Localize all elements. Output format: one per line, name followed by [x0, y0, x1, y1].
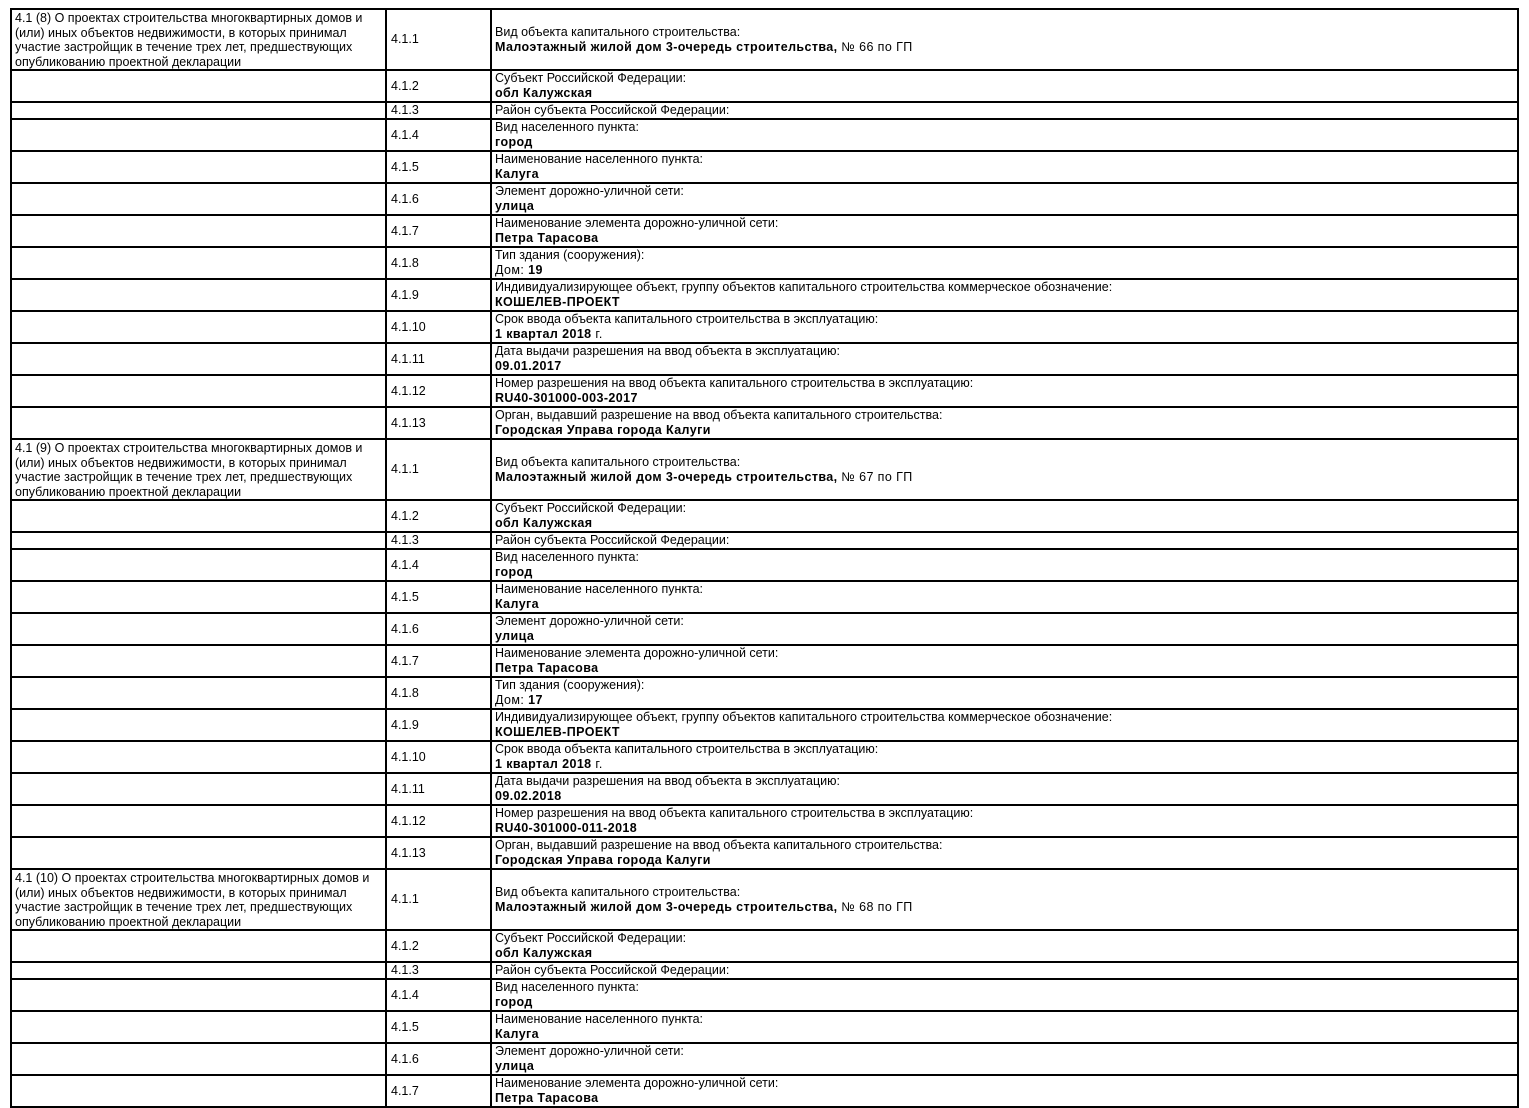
field-value	[495, 470, 913, 484]
field-label: Элемент дорожно-уличной сети:	[495, 184, 684, 198]
row-code: 4.1.4	[386, 549, 491, 581]
field-value	[495, 231, 598, 245]
table-row	[11, 119, 1518, 151]
field-value	[495, 900, 913, 914]
table-row	[11, 709, 1518, 741]
field-value	[495, 359, 562, 373]
field-cell	[491, 741, 1518, 773]
row-code: 4.1.9	[386, 279, 491, 311]
field-value-bold: улица	[495, 1059, 535, 1073]
empty-cell	[11, 581, 386, 613]
row-code: 4.1.8	[386, 677, 491, 709]
empty-cell	[11, 102, 386, 119]
field-value	[495, 1027, 539, 1041]
table-row	[11, 532, 1518, 549]
field-value-bold: Калуга	[495, 167, 540, 181]
field-value	[495, 725, 620, 739]
field-value-bold: КОШЕЛЕВ-ПРОЕКТ	[495, 295, 620, 309]
field-value-bold: Городская Управа города Калуги	[495, 853, 711, 867]
field-value-bold: 09.02.2018	[495, 789, 562, 803]
table-row	[11, 439, 1518, 500]
empty-cell	[11, 375, 386, 407]
table-row	[11, 215, 1518, 247]
row-code: 4.1.7	[386, 215, 491, 247]
table-row	[11, 645, 1518, 677]
row-code: 4.1.7	[386, 1075, 491, 1107]
empty-cell	[11, 709, 386, 741]
table-row	[11, 183, 1518, 215]
field-value	[495, 946, 592, 960]
row-code: 4.1.1	[386, 869, 491, 930]
table-row	[11, 407, 1518, 439]
field-label: Дата выдачи разрешения на ввод объекта в эксплуатацию:	[495, 774, 840, 788]
field-label: Номер разрешения на ввод объекта капитального строительства в эксплуатацию:	[495, 806, 974, 820]
row-code: 4.1.6	[386, 613, 491, 645]
field-value	[495, 757, 603, 771]
field-value-bold: Петра Тарасова	[495, 231, 599, 245]
declaration-table	[10, 8, 1519, 1108]
empty-cell	[11, 311, 386, 343]
field-value	[495, 295, 620, 309]
field-label: Дата выдачи разрешения на ввод объекта в эксплуатацию:	[495, 344, 840, 358]
section-description: 4.1 (10) О проектах строительства многоквартирных домов и (или) иных объектов недвижимости, в которых принимал участие застройщик в течение трех лет, предшествующих опубликованию проектной декларации	[11, 869, 386, 930]
empty-cell	[11, 773, 386, 805]
field-value-bold: город	[495, 135, 533, 149]
field-label: Наименование населенного пункта:	[495, 152, 704, 166]
empty-cell	[11, 183, 386, 215]
table-row	[11, 343, 1518, 375]
field-value	[495, 327, 603, 341]
table-row	[11, 581, 1518, 613]
row-code: 4.1.2	[386, 500, 491, 532]
field-label: Индивидуализирующее объект, группу объектов капитального строительства коммерческое обозначение:	[495, 280, 1113, 294]
row-code: 4.1.5	[386, 151, 491, 183]
row-code: 4.1.8	[386, 247, 491, 279]
field-value	[495, 853, 711, 867]
table-row	[11, 500, 1518, 532]
field-value-bold: обл Калужская	[495, 946, 593, 960]
field-label: Наименование элемента дорожно-уличной сети:	[495, 1076, 779, 1090]
field-cell	[491, 343, 1518, 375]
field-cell	[491, 709, 1518, 741]
field-label: Район субъекта Российской Федерации:	[495, 103, 730, 117]
field-value-bold: 09.01.2017	[495, 359, 562, 373]
field-cell	[491, 677, 1518, 709]
field-label: Тип здания (сооружения):	[495, 678, 645, 692]
field-label: Наименование элемента дорожно-уличной сети:	[495, 216, 779, 230]
field-value	[495, 789, 562, 803]
field-value	[495, 661, 598, 675]
empty-cell	[11, 343, 386, 375]
table-row	[11, 837, 1518, 869]
empty-cell	[11, 930, 386, 962]
field-cell	[491, 439, 1518, 500]
section-description: 4.1 (9) О проектах строительства многоквартирных домов и (или) иных объектов недвижимости, в которых принимал участие застройщик в течение трех лет, предшествующих опубликованию проектной декларации	[11, 439, 386, 500]
field-value-bold: Петра Тарасова	[495, 1091, 599, 1105]
table-row	[11, 279, 1518, 311]
field-value-regular: г.	[591, 757, 603, 771]
field-cell	[491, 183, 1518, 215]
empty-cell	[11, 500, 386, 532]
field-value-bold: КОШЕЛЕВ-ПРОЕКТ	[495, 725, 620, 739]
row-code: 4.1.13	[386, 407, 491, 439]
field-value-bold: город	[495, 565, 533, 579]
field-value-bold: город	[495, 995, 533, 1009]
table-row	[11, 311, 1518, 343]
table-row	[11, 979, 1518, 1011]
field-cell	[491, 930, 1518, 962]
field-label: Орган, выдавший разрешение на ввод объекта капитального строительства:	[495, 838, 943, 852]
row-code: 4.1.3	[386, 962, 491, 979]
field-label: Вид объекта капитального строительства:	[495, 884, 741, 899]
row-code: 4.1.11	[386, 773, 491, 805]
row-code: 4.1.2	[386, 70, 491, 102]
field-value	[495, 1091, 598, 1105]
empty-cell	[11, 1075, 386, 1107]
row-code: 4.1.3	[386, 102, 491, 119]
table-row	[11, 375, 1518, 407]
field-value-prefix: Дом:	[495, 263, 529, 277]
empty-cell	[11, 805, 386, 837]
field-label: Наименование населенного пункта:	[495, 1012, 704, 1026]
field-cell	[491, 869, 1518, 930]
field-cell	[491, 979, 1518, 1011]
empty-cell	[11, 532, 386, 549]
empty-cell	[11, 837, 386, 869]
field-value	[495, 423, 711, 437]
empty-cell	[11, 279, 386, 311]
row-code: 4.1.4	[386, 119, 491, 151]
field-value-regular: № 68 по ГП	[837, 899, 913, 914]
field-value	[495, 40, 913, 54]
table-row	[11, 741, 1518, 773]
empty-cell	[11, 613, 386, 645]
row-code: 4.1.11	[386, 343, 491, 375]
row-code: 4.1.13	[386, 837, 491, 869]
field-label: Наименование элемента дорожно-уличной сети:	[495, 646, 779, 660]
field-value	[495, 597, 539, 611]
field-value	[495, 565, 533, 579]
field-value-bold: Городская Управа города Калуги	[495, 423, 711, 437]
table-row	[11, 151, 1518, 183]
table-row	[11, 1043, 1518, 1075]
table-row	[11, 9, 1518, 70]
field-label: Тип здания (сооружения):	[495, 248, 645, 262]
field-cell	[491, 1043, 1518, 1075]
field-value	[495, 629, 534, 643]
field-label: Срок ввода объекта капитального строительства в эксплуатацию:	[495, 312, 879, 326]
field-value-regular: № 67 по ГП	[837, 469, 913, 484]
empty-cell	[11, 119, 386, 151]
field-cell	[491, 962, 1518, 979]
field-label: Элемент дорожно-уличной сети:	[495, 614, 684, 628]
field-label: Вид объекта капитального строительства:	[495, 24, 741, 39]
field-label: Субъект Российской Федерации:	[495, 931, 687, 945]
field-value	[495, 693, 543, 707]
field-value-bold: Малоэтажный жилой дом 3-очередь строительства,	[495, 469, 838, 484]
empty-cell	[11, 1011, 386, 1043]
field-value-bold: обл Калужская	[495, 86, 593, 100]
field-value	[495, 199, 534, 213]
field-value-bold: обл Калужская	[495, 516, 593, 530]
section-description: 4.1 (8) О проектах строительства многоквартирных домов и (или) иных объектов недвижимости, в которых принимал участие застройщик в течение трех лет, предшествующих опубликованию проектной декларации	[11, 9, 386, 70]
table-row	[11, 70, 1518, 102]
field-cell	[491, 805, 1518, 837]
field-label: Вид населенного пункта:	[495, 120, 639, 134]
field-value-prefix: Дом:	[495, 693, 529, 707]
field-value	[495, 1059, 534, 1073]
field-value-regular: № 66 по ГП	[837, 39, 913, 54]
field-label: Субъект Российской Федерации:	[495, 71, 687, 85]
field-label: Элемент дорожно-уличной сети:	[495, 1044, 684, 1058]
field-label: Вид населенного пункта:	[495, 550, 639, 564]
field-value-bold: 17	[528, 693, 543, 707]
field-cell	[491, 70, 1518, 102]
field-label: Срок ввода объекта капитального строительства в эксплуатацию:	[495, 742, 879, 756]
field-cell	[491, 119, 1518, 151]
row-code: 4.1.1	[386, 9, 491, 70]
empty-cell	[11, 549, 386, 581]
row-code: 4.1.9	[386, 709, 491, 741]
field-value-bold: улица	[495, 199, 535, 213]
field-cell	[491, 1075, 1518, 1107]
row-code: 4.1.3	[386, 532, 491, 549]
field-cell	[491, 215, 1518, 247]
field-value-bold: Калуга	[495, 1027, 540, 1041]
field-cell	[491, 102, 1518, 119]
empty-cell	[11, 979, 386, 1011]
table-row	[11, 1075, 1518, 1107]
table-row	[11, 805, 1518, 837]
field-label: Субъект Российской Федерации:	[495, 501, 687, 515]
field-value	[495, 516, 592, 530]
field-value-bold: Малоэтажный жилой дом 3-очередь строительства,	[495, 39, 838, 54]
field-cell	[491, 837, 1518, 869]
field-value-regular: г.	[591, 327, 603, 341]
table-row	[11, 549, 1518, 581]
table-row	[11, 677, 1518, 709]
table-body	[11, 9, 1518, 1107]
row-code: 4.1.10	[386, 311, 491, 343]
row-code: 4.1.5	[386, 1011, 491, 1043]
table-row	[11, 102, 1518, 119]
field-label: Район субъекта Российской Федерации:	[495, 533, 730, 547]
row-code: 4.1.2	[386, 930, 491, 962]
field-label: Район субъекта Российской Федерации:	[495, 963, 730, 977]
field-value	[495, 391, 638, 405]
field-value-bold: Малоэтажный жилой дом 3-очередь строительства,	[495, 899, 838, 914]
row-code: 4.1.6	[386, 1043, 491, 1075]
table-row	[11, 1011, 1518, 1043]
field-label: Орган, выдавший разрешение на ввод объекта капитального строительства:	[495, 408, 943, 422]
field-cell	[491, 500, 1518, 532]
field-label: Вид населенного пункта:	[495, 980, 639, 994]
field-label: Вид объекта капитального строительства:	[495, 454, 741, 469]
empty-cell	[11, 645, 386, 677]
field-value	[495, 135, 533, 149]
field-cell	[491, 532, 1518, 549]
field-cell	[491, 151, 1518, 183]
field-cell	[491, 645, 1518, 677]
table-row	[11, 869, 1518, 930]
field-value-bold: 1 квартал 2018	[495, 757, 592, 771]
row-code: 4.1.12	[386, 805, 491, 837]
table-row	[11, 773, 1518, 805]
field-cell	[491, 311, 1518, 343]
empty-cell	[11, 151, 386, 183]
field-label: Номер разрешения на ввод объекта капитального строительства в эксплуатацию:	[495, 376, 974, 390]
field-value	[495, 821, 637, 835]
field-cell	[491, 773, 1518, 805]
empty-cell	[11, 407, 386, 439]
field-value	[495, 263, 543, 277]
field-value	[495, 86, 592, 100]
empty-cell	[11, 70, 386, 102]
empty-cell	[11, 677, 386, 709]
field-value-bold: RU40-301000-011-2018	[495, 821, 638, 835]
field-cell	[491, 1011, 1518, 1043]
field-cell	[491, 407, 1518, 439]
empty-cell	[11, 962, 386, 979]
empty-cell	[11, 1043, 386, 1075]
row-code: 4.1.6	[386, 183, 491, 215]
empty-cell	[11, 247, 386, 279]
empty-cell	[11, 215, 386, 247]
field-cell	[491, 549, 1518, 581]
field-cell	[491, 375, 1518, 407]
table-row	[11, 613, 1518, 645]
field-cell	[491, 247, 1518, 279]
field-label: Наименование населенного пункта:	[495, 582, 704, 596]
empty-cell	[11, 741, 386, 773]
field-value-bold: улица	[495, 629, 535, 643]
field-value-bold: 19	[528, 263, 543, 277]
field-value-bold: Калуга	[495, 597, 540, 611]
row-code: 4.1.7	[386, 645, 491, 677]
field-value	[495, 167, 539, 181]
field-value-bold: RU40-301000-003-2017	[495, 391, 638, 405]
field-cell	[491, 613, 1518, 645]
field-value-bold: Петра Тарасова	[495, 661, 599, 675]
row-code: 4.1.5	[386, 581, 491, 613]
field-value	[495, 995, 533, 1009]
row-code: 4.1.4	[386, 979, 491, 1011]
field-cell	[491, 581, 1518, 613]
table-row	[11, 962, 1518, 979]
row-code: 4.1.10	[386, 741, 491, 773]
field-value-bold: 1 квартал 2018	[495, 327, 592, 341]
row-code: 4.1.1	[386, 439, 491, 500]
row-code: 4.1.12	[386, 375, 491, 407]
field-cell	[491, 279, 1518, 311]
table-row	[11, 247, 1518, 279]
table-row	[11, 930, 1518, 962]
field-label: Индивидуализирующее объект, группу объектов капитального строительства коммерческое обозначение:	[495, 710, 1113, 724]
field-cell	[491, 9, 1518, 70]
